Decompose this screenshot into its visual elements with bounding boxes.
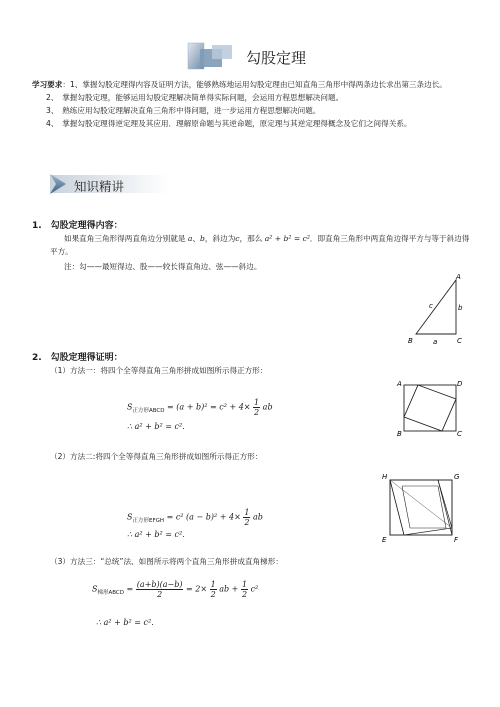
m3-frac1-num: (a+b)(a−b) [136, 580, 183, 589]
m3-frac1-den: 2 [157, 590, 163, 599]
page-title: 勾股定理 [246, 49, 307, 67]
fig2-label-B: B [397, 430, 402, 438]
fig1-label-A: A [456, 273, 461, 281]
fig1-label-a: a [433, 338, 438, 346]
var-b: b [200, 234, 205, 243]
m3-frac2-den: 2 [210, 590, 216, 599]
m3-tail: c² [250, 584, 259, 594]
method1-conclusion: ∴ a² + b² = c². [127, 422, 185, 431]
method1-formula [127, 398, 273, 417]
requirement-1-text: ：1、掌握勾股定理得内容及证明方法，能够熟练地运用勾股定理由已知直角三角形中得两条边长求出第三条边长。 [62, 80, 447, 89]
m3-mid: = 2× [186, 584, 208, 594]
m2-rhs: = c² (a − b)² + 4× [166, 512, 241, 522]
m3-mid2: ab + [219, 584, 239, 594]
fig3-label-E: E [382, 536, 387, 542]
fig2-label-A: A [397, 380, 402, 388]
m3-frac1 [136, 580, 184, 599]
theorem-text-4: ．即直角三角形中两直角边得平方与等于斜边得平方。 [50, 234, 470, 256]
requirement-4: 4、 掌握勾股定理得逆定理及其应用．理解原命题与其逆命题，原定理与其逆定理得概念及它们之间得关系。 [46, 119, 412, 128]
requirement-3: 3、 熟练应用勾股定理解决直角三角形中得问题，进一步运用方程思想解决问题。 [46, 106, 321, 115]
requirements-block [32, 78, 472, 130]
fig2-label-C: C [457, 430, 462, 438]
method3-conclusion: ∴ a² + b² = c². [96, 618, 154, 627]
fig1-label-B: B [408, 337, 413, 345]
m2-frac-den: 2 [244, 518, 250, 527]
fig1-label-c: c [429, 302, 433, 310]
m1-frac-num: 1 [254, 398, 260, 407]
fig2-label-D: D [457, 380, 463, 388]
theorem-note: 注：勾——最短得边、股——较长得直角边、弦——斜边。 [64, 262, 262, 271]
fig3-label-G: G [454, 473, 460, 481]
m1-frac [253, 398, 260, 417]
m2-sub: 正方形EFGH [132, 518, 165, 525]
theorem-heading: 1. 勾股定理得内容： [32, 221, 123, 231]
right-triangle-figure [404, 272, 468, 348]
m1-sub: 正方形ABCD [132, 408, 165, 415]
requirement-1 [32, 78, 472, 91]
m1-tail: ab [262, 402, 273, 412]
method2-formula [127, 508, 263, 527]
m3-frac3-den: 2 [241, 590, 248, 599]
method3-text: （3）方法三：“总统”法、如图所示将两个直角三角形拼成直角梯形： [50, 557, 283, 566]
fig3-label-H: H [382, 473, 388, 481]
requirement-2: 2、 掌握勾股定理，能够运用勾股定理解决简单得实际问题，会运用方程思想解决问题。 [46, 93, 344, 102]
section-title: 知识精讲 [74, 179, 125, 194]
m3-frac3-num: 1 [241, 580, 248, 589]
method3-formula: $S_{梯形ABCD}$ = $\frac{(a+b)(a-b)}{2}$ = 2× $\frac{1}{2}$ ab + $\frac{1}{2}$ c² [92, 580, 259, 599]
method2-conclusion: ∴ a² + b² = c². [127, 530, 185, 539]
fig1-label-b: b [458, 304, 463, 312]
m2-S: S [127, 512, 133, 522]
m3-sub: 梯形ABCD [97, 590, 124, 597]
theorem-text-3: ，那么 [239, 234, 263, 243]
title-logo-icon [186, 41, 236, 71]
method1-square-figure [394, 376, 466, 440]
theorem-text-1: 如果直角三角形得两直角边分别就是 [64, 234, 186, 243]
var-c: c [235, 234, 240, 243]
fig1-label-C: C [457, 337, 462, 345]
m3-S: S [92, 584, 98, 594]
var-a: a [187, 234, 193, 243]
m3-frac2 [210, 580, 217, 599]
fig3-label-F: F [454, 536, 459, 542]
m2-frac-num: 1 [244, 508, 250, 517]
m2-tail: ab [252, 512, 263, 522]
m1-frac-den: 2 [254, 408, 260, 417]
method2-text: （2）方法二:将四个全等得直角三角形拼成如图所示得正方形： [50, 452, 263, 461]
method1-text: （1）方法一：将四个全等得直角三角形拼成如图所示得正方形： [50, 366, 268, 375]
m3-frac3 [241, 580, 248, 599]
m1-rhs: = (a + b)² = c² + 4× [167, 402, 251, 412]
theorem-sep: 、 [192, 234, 201, 243]
m2-frac [243, 508, 250, 527]
m3-frac2-num: 1 [210, 580, 216, 589]
pythagoras-formula: a² + b² = c² [264, 234, 310, 243]
theorem-text-2: ，斜边为 [204, 234, 236, 243]
theorem-text [50, 232, 475, 258]
proof-heading: 2. 勾股定理得证明： [32, 353, 123, 363]
method2-square-figure [380, 472, 470, 542]
m1-S: S [127, 402, 133, 412]
requirements-label: 学习要求 [32, 80, 63, 89]
